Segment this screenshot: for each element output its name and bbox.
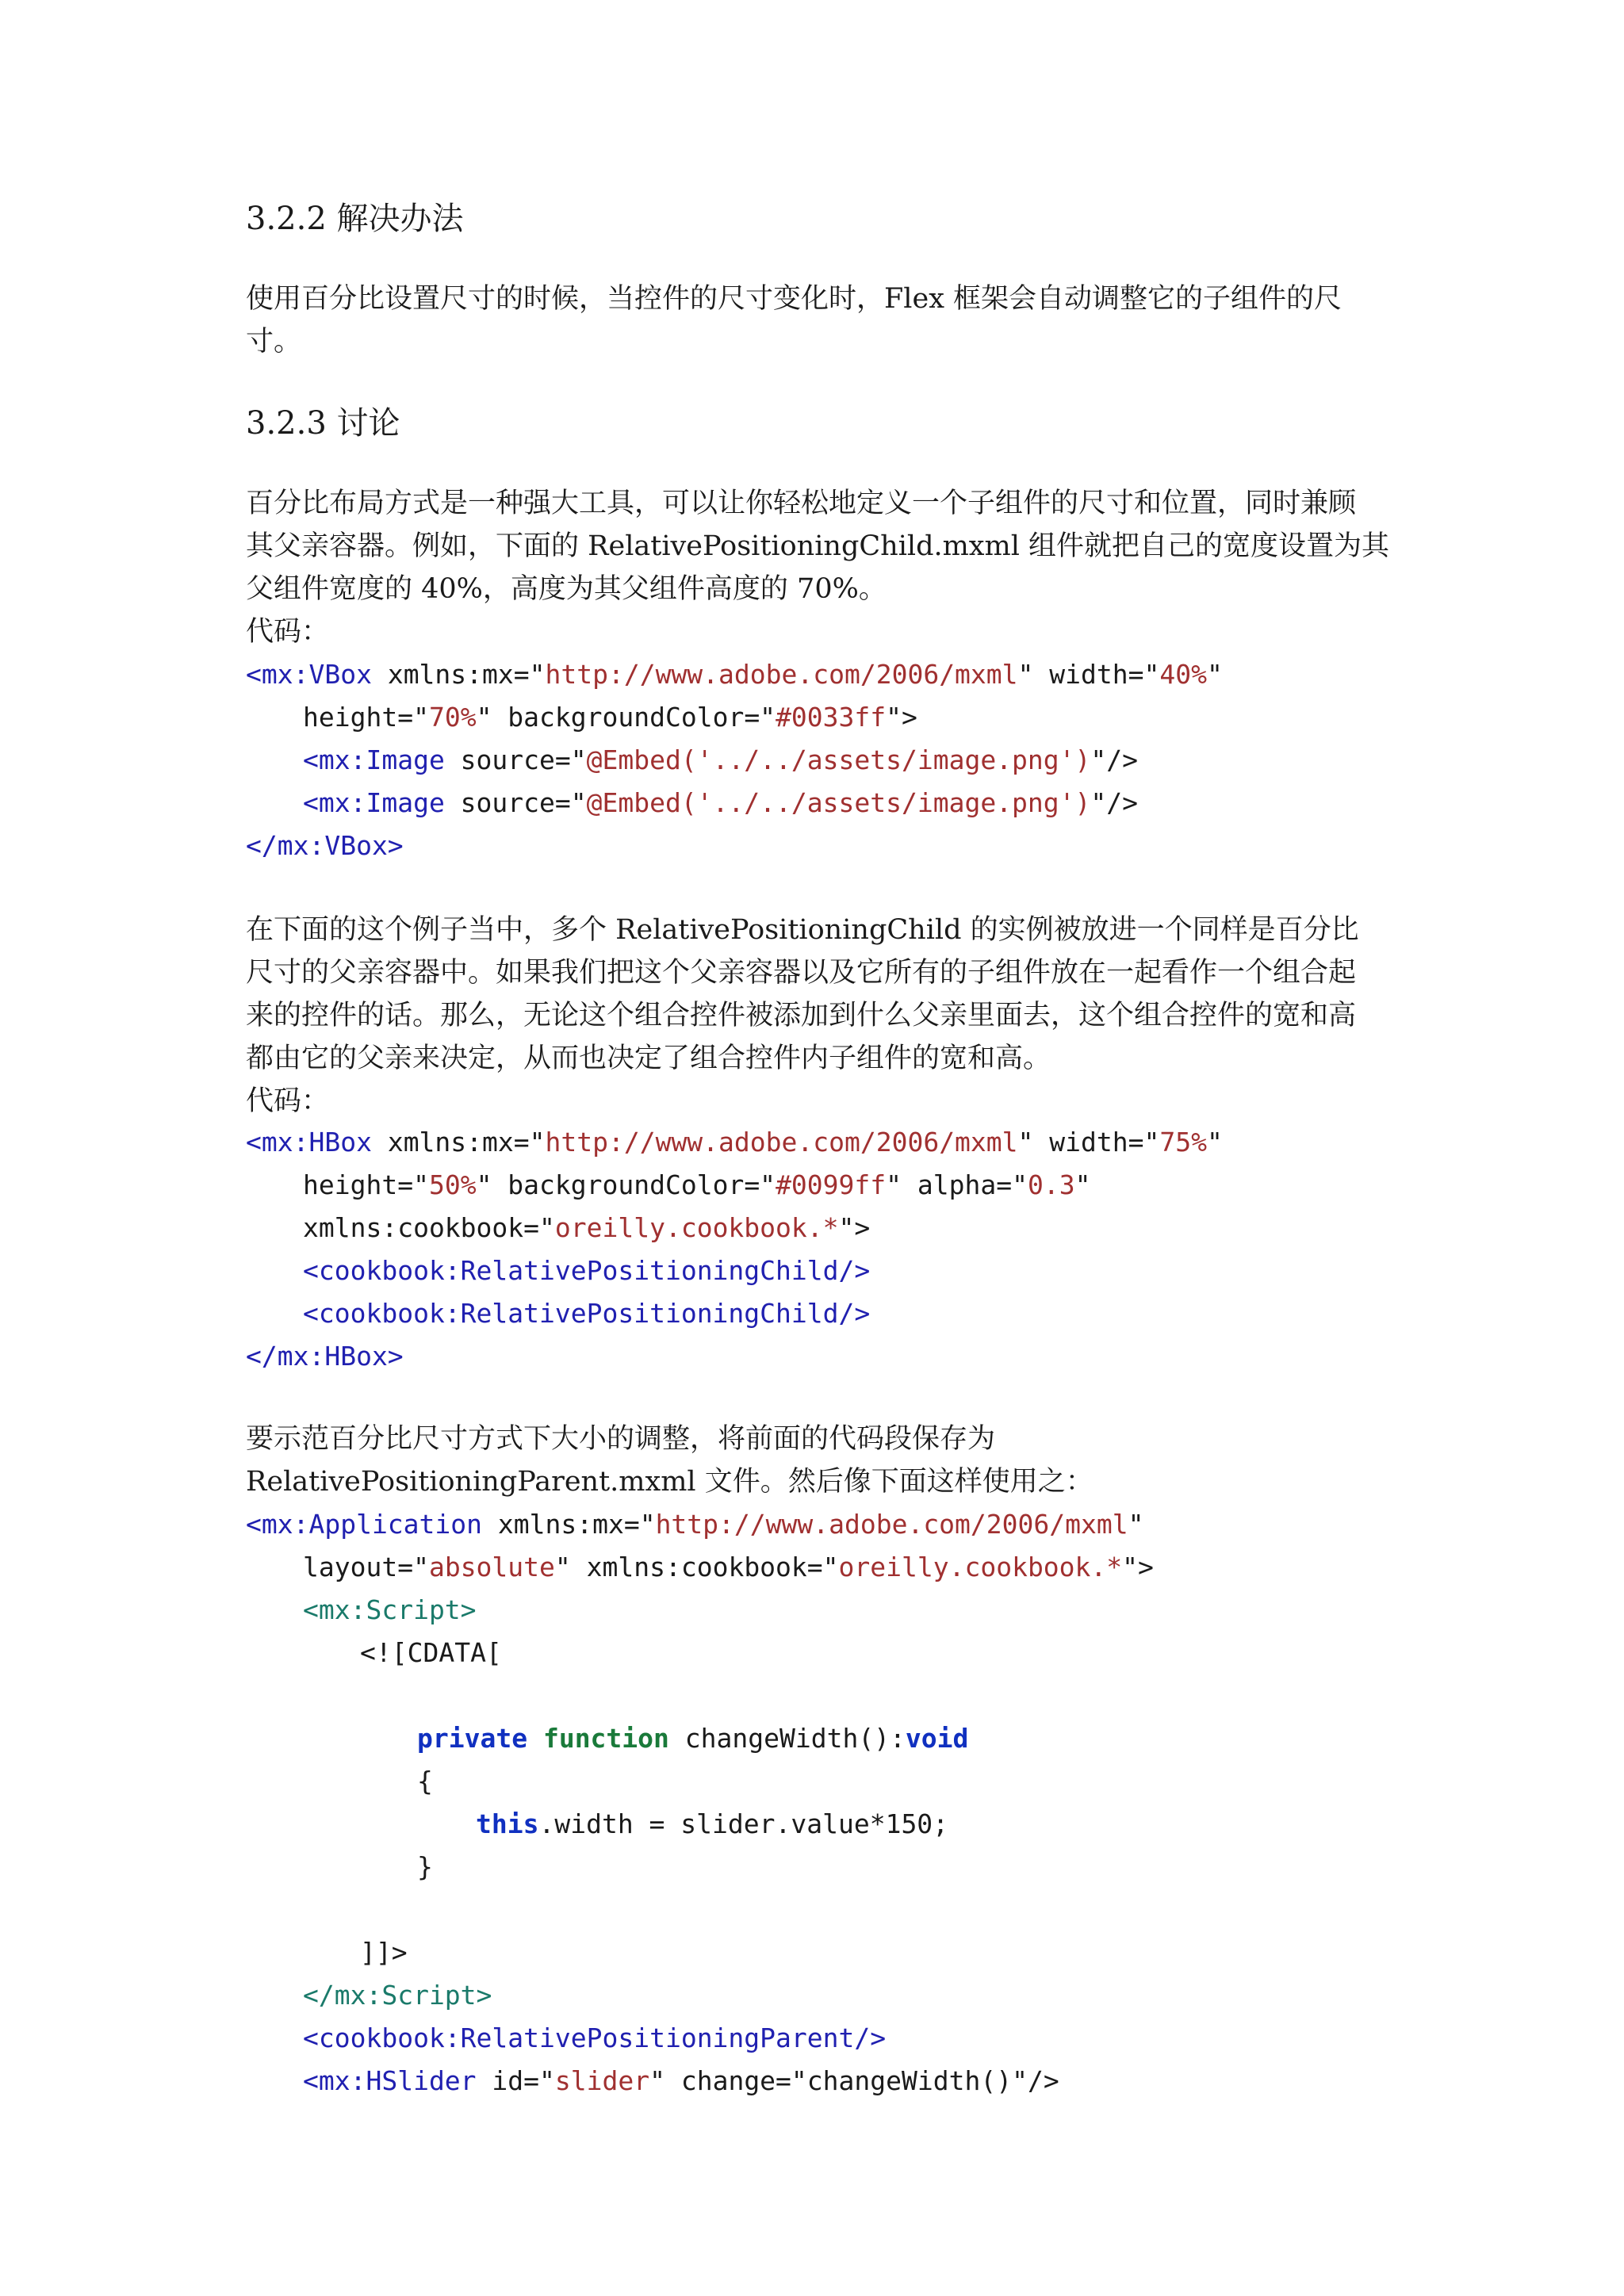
code-attr: " backgroundColor=" xyxy=(476,1169,776,1200)
paragraph-line: 要示范百分比尺寸方式下大小的调整，将前面的代码段保存为 xyxy=(246,1423,996,1455)
code-string: @Embed('../../assets/image.png') xyxy=(586,787,1091,818)
code-string: @Embed('../../assets/image.png') xyxy=(586,744,1091,775)
paragraph-line: 在下面的这个例子当中，多个 RelativePositioningChild 的实例被放进一个同样是百分比 xyxy=(246,914,1359,946)
code-line xyxy=(246,1503,1143,1546)
paragraph-line: RelativePositioningParent.mxml 文件。然后像下面这样使用之： xyxy=(246,1466,1094,1498)
code-tag: <mx:Image xyxy=(303,744,445,775)
code-tag: <mx:HBox xyxy=(246,1127,372,1158)
code-punct: "/> xyxy=(1090,787,1138,818)
code-attr: xmlns:mx=" xyxy=(482,1509,656,1540)
paragraph-line: 使用百分比设置尺寸的时候，当控件的尺寸变化时，Flex 框架会自动调整它的子组件的尺 xyxy=(246,283,1342,315)
code-line xyxy=(303,739,1138,782)
code-tag: <cookbook:RelativePositioningChild/> xyxy=(303,1255,871,1286)
code-string: slider xyxy=(554,2065,650,2096)
code-attr: " xmlns:cookbook=" xyxy=(554,1552,839,1582)
code-attr: height=" xyxy=(303,702,429,733)
code-line xyxy=(417,1846,433,1888)
code-string: oreilly.cookbook.* xyxy=(554,1212,839,1243)
code-attr: layout=" xyxy=(303,1552,429,1582)
code-punct: " xyxy=(1074,1169,1091,1200)
code-text: <![CDATA[ xyxy=(360,1637,502,1668)
code-attr: xmlns:cookbook=" xyxy=(303,1212,555,1243)
code-line xyxy=(303,1292,870,1335)
code-attr: " width=" xyxy=(1017,659,1160,690)
section-heading-solution: 3.2.2 解决办法 xyxy=(246,201,464,237)
code-string: #0033ff xyxy=(776,702,887,733)
code-line xyxy=(417,1717,968,1760)
code-line xyxy=(303,1249,870,1292)
code-attr: " change=" xyxy=(649,2065,807,2096)
paragraph-line: 都由它的父亲来决定，从而也决定了组合控件内子组件的宽和高。 xyxy=(246,1043,1051,1074)
code-attr: xmlns:mx=" xyxy=(371,659,546,690)
code-punct: " xyxy=(1206,659,1223,690)
code-line xyxy=(360,1632,502,1674)
code-keyword: private xyxy=(417,1723,528,1754)
code-punct: "> xyxy=(886,702,917,733)
paragraph-line: 来的控件的话。那么，无论这个组合控件被添加到什么父亲里面去，这个组合控件的宽和高 xyxy=(246,1000,1357,1031)
code-tag: </mx:HBox> xyxy=(246,1341,404,1372)
code-label: 代码： xyxy=(246,1085,330,1117)
code-attr: source=" xyxy=(444,744,587,775)
code-text: { xyxy=(417,1766,433,1797)
code-string: http://www.adobe.com/2006/mxml xyxy=(655,1509,1128,1540)
paragraph-line: 其父亲容器。例如，下面的 RelativePositioningChild.mxml 组件就把自己的宽度设置为其 xyxy=(246,530,1390,562)
code-attr: " alpha=" xyxy=(886,1169,1028,1200)
code-line xyxy=(476,1803,948,1846)
code-attr: id=" xyxy=(476,2065,555,2096)
code-tag: <mx:HSlider xyxy=(303,2065,477,2096)
paragraph-line: 尺寸的父亲容器中。如果我们把这个父亲容器以及它所有的子组件放在一起看作一个组合起 xyxy=(246,957,1357,989)
code-punct: "/> xyxy=(1012,2065,1059,2096)
code-tag: <mx:Script> xyxy=(303,1594,477,1625)
code-line xyxy=(303,1974,492,2017)
code-line xyxy=(303,1164,1090,1207)
code-text: changeWidth() xyxy=(806,2065,1013,2096)
code-attr: height=" xyxy=(303,1169,429,1200)
code-line xyxy=(246,1335,404,1378)
code-line xyxy=(303,1207,870,1249)
code-line xyxy=(303,1546,1154,1589)
section-heading-discussion: 3.2.3 讨论 xyxy=(246,405,400,442)
code-line xyxy=(246,1121,1223,1164)
code-punct: "> xyxy=(1122,1552,1154,1582)
code-string: 70% xyxy=(428,702,477,733)
code-line xyxy=(303,1589,477,1632)
code-line xyxy=(303,696,917,739)
code-string: http://www.adobe.com/2006/mxml xyxy=(545,1127,1018,1158)
code-line xyxy=(417,1760,433,1803)
code-keyword: this xyxy=(476,1808,539,1839)
code-punct: "> xyxy=(838,1212,871,1243)
code-tag: <cookbook:RelativePositioningChild/> xyxy=(303,1298,871,1329)
code-tag: <mx:Application xyxy=(246,1509,483,1540)
code-line xyxy=(303,2060,1059,2103)
code-attr: " width=" xyxy=(1017,1127,1160,1158)
paragraph-discussion-1 xyxy=(246,482,1389,653)
code-attr: source=" xyxy=(444,787,587,818)
code-text: .width = slider.value*150; xyxy=(538,1808,949,1839)
code-label: 代码： xyxy=(246,616,330,648)
code-tag: </mx:Script> xyxy=(303,1980,492,2011)
code-string: 40% xyxy=(1159,659,1207,690)
code-punct: " xyxy=(1128,1509,1144,1540)
code-line xyxy=(360,1931,408,1974)
code-punct: "/> xyxy=(1090,744,1138,775)
code-tag: <cookbook:RelativePositioningParent/> xyxy=(303,2022,887,2053)
paragraph-solution xyxy=(246,277,1342,363)
code-string: 0.3 xyxy=(1027,1169,1075,1200)
paragraph-line: 寸。 xyxy=(246,326,302,358)
code-string: http://www.adobe.com/2006/mxml xyxy=(545,659,1018,690)
paragraph-line: 父组件宽度的 40%，高度为其父组件高度的 70%。 xyxy=(246,573,887,605)
code-tag: </mx:VBox> xyxy=(246,830,404,861)
paragraph-discussion-3 xyxy=(246,1418,1094,1503)
code-text: } xyxy=(417,1851,433,1882)
code-text: changeWidth(): xyxy=(668,1723,906,1754)
code-keyword: void xyxy=(905,1723,969,1754)
code-attr: " backgroundColor=" xyxy=(476,702,776,733)
code-line xyxy=(246,825,404,867)
code-tag: <mx:Image xyxy=(303,787,445,818)
code-line xyxy=(303,2017,886,2060)
code-text: ]]> xyxy=(360,1937,408,1968)
code-punct: " xyxy=(1206,1127,1223,1158)
code-tag: <mx:VBox xyxy=(246,659,372,690)
paragraph-discussion-2 xyxy=(246,909,1359,1123)
code-keyword: function xyxy=(542,1723,669,1754)
code-string: 50% xyxy=(428,1169,477,1200)
code-string: oreilly.cookbook.* xyxy=(838,1552,1123,1582)
code-string: absolute xyxy=(428,1552,555,1582)
code-string: #0099ff xyxy=(776,1169,887,1200)
paragraph-line: 百分比布局方式是一种强大工具，可以让你轻松地定义一个子组件的尺寸和位置，同时兼顾 xyxy=(246,488,1357,519)
code-line xyxy=(303,782,1138,825)
code-line xyxy=(246,653,1223,696)
code-attr: xmlns:mx=" xyxy=(371,1127,546,1158)
code-string: 75% xyxy=(1159,1127,1207,1158)
